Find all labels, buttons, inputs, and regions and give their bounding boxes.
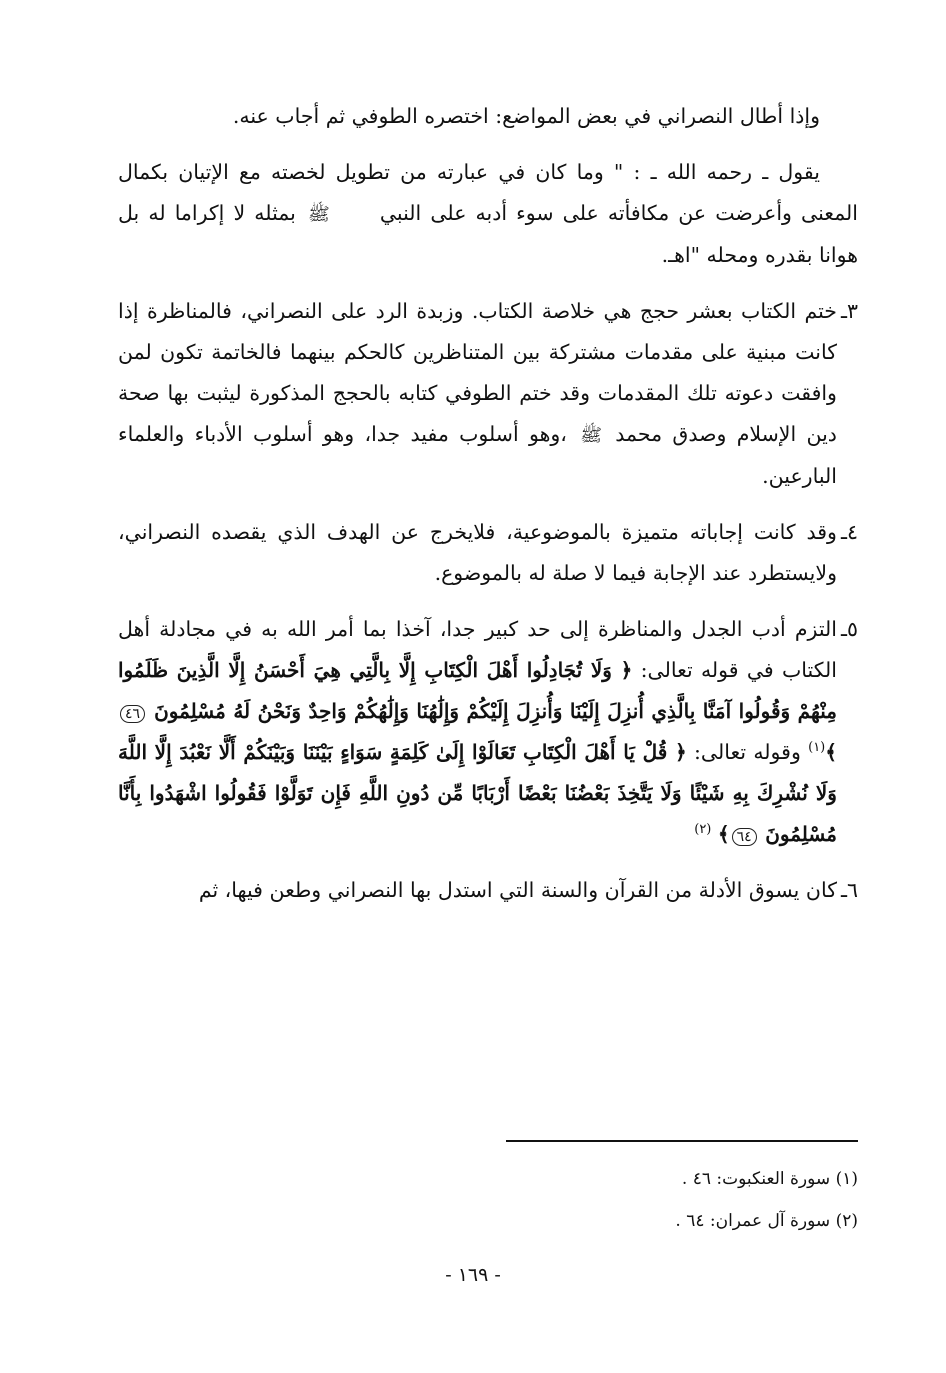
quran-verse-1: ﴿ وَلَا تُجَادِلُوا أَهْلَ الْكِتَابِ إِلَّا بِالَّتِي هِيَ أَحْسَنُ إِلَّا الَّذِينَ ظَلَمُوا مِنْهُمْ وَقُولُوا آمَنَّا بِالَّذِي أُنزِلَ إِلَيْنَا وَأُنزِلَ إِلَيْكُمْ وَإِلَٰهُنَا وَإِلَٰهُكُمْ وَاحِدٌ وَنَحْنُ لَهُ مُسْلِمُونَ xyxy=(118,658,837,723)
verse-close-bracket: ﴾ xyxy=(825,740,837,764)
list-item-6 xyxy=(118,870,858,911)
footnote-ref-2: (٢) xyxy=(694,822,712,838)
item-3-part1: ختم الكتاب بعشر حجج هي خلاصة الكتاب. وزبدة الرد على النصراني، فالمناظرة إذا كانت مبنية على مقدمات مشتركة بين المتناظرين كالحكم بينهما فالخاتمة تكون لمن وافقت دعوته تلك المقدمات وقد ختم الطوفي كتابه بالحجج المذكورة ليثبت بها صحة دين الإسلام وصدق محمد xyxy=(118,299,837,446)
list-item-number: ٣ـ xyxy=(840,299,858,323)
footnote-1: (١) سورة العنكبوت: ٤٦ . xyxy=(681,1169,858,1189)
list-item-text xyxy=(118,609,837,855)
footnote-divider xyxy=(506,1140,858,1142)
list-item-4 xyxy=(118,512,858,594)
list-item-text xyxy=(118,291,837,497)
quote-body: وما كان في عبارته من تطويل لخصته مع الإتيان بكمال المعنى وأعرضت عن مكافأته على سوء أدبه على النبي xyxy=(118,160,858,225)
ayah-number-marker: ٦٤ xyxy=(732,828,757,846)
prophet-seal-icon: ﷺ xyxy=(307,204,330,225)
footnotes xyxy=(118,1158,858,1242)
quote-tail: بمثله لا إكراما له بل هوانا بقدره ومحله "اهـ. xyxy=(118,201,858,267)
list-item-number: ٥ـ xyxy=(840,617,858,641)
list-item-5 xyxy=(118,609,858,855)
page-body xyxy=(118,96,858,911)
quran-verse-2: ﴿ قُلْ يَا أَهْلَ الْكِتَابِ تَعَالَوْا إِلَىٰ كَلِمَةٍ سَوَاءٍ بَيْنَنَا وَبَيْنَكُمْ أَلَّا نَعْبُدَ إِلَّا اللَّهَ وَلَا نُشْرِكَ بِهِ شَيْئًا وَلَا يَتَّخِذَ بَعْضُنَا بَعْضًا أَرْبَابًا مِّن دُونِ اللَّهِ فَإِن تَوَلَّوْا فَقُولُوا اشْهَدُوا بِأَنَّا مُسْلِمُونَ xyxy=(118,740,837,846)
footnote-2: (٢) سورة آل عمران: ٦٤ . xyxy=(675,1211,858,1231)
list-item-text: وقد كانت إجاباته متميزة بالموضوعية، فلايخرج عن الهدف الذي يقصده النصراني، ولايستطرد عند الإجابة فيما لا صلة له بالموضوع. xyxy=(118,520,837,585)
intro-paragraph: وإذا أطال النصراني في بعض المواضع: اختصره الطوفي ثم أجاب عنه. xyxy=(232,104,820,128)
prophet-seal-icon: ﷺ xyxy=(580,425,602,446)
list-item-number: ٦ـ xyxy=(840,878,858,902)
footnote-ref-1: (١) xyxy=(808,740,826,756)
item-3-part2: ،وهو أسلوب مفيد جدا، وهو أسلوب الأدباء والعلماء البارعين. xyxy=(118,422,837,488)
item-5-lead: التزم أدب الجدل والمناظرة إلى حد كبير جدا، آخذا بما أمر الله به في مجادلة أهل الكتاب في قوله تعالى: xyxy=(118,617,837,682)
item-5-mid: وقوله تعالى: xyxy=(694,740,801,764)
quote-prefix: يقول ـ رحمه الله ـ : " xyxy=(613,160,820,184)
quote-paragraph xyxy=(118,152,858,276)
verse-close-bracket: ﴾ xyxy=(717,822,730,846)
ayah-number-marker: ٤٦ xyxy=(120,705,145,723)
page-number: - ١٦٩ - xyxy=(445,1264,501,1286)
list-item-number: ٤ـ xyxy=(840,520,858,544)
list-item-text: كان يسوق الأدلة من القرآن والسنة التي استدل بها النصراني وطعن فيها، ثم xyxy=(198,878,837,902)
list-item-3 xyxy=(118,291,858,497)
